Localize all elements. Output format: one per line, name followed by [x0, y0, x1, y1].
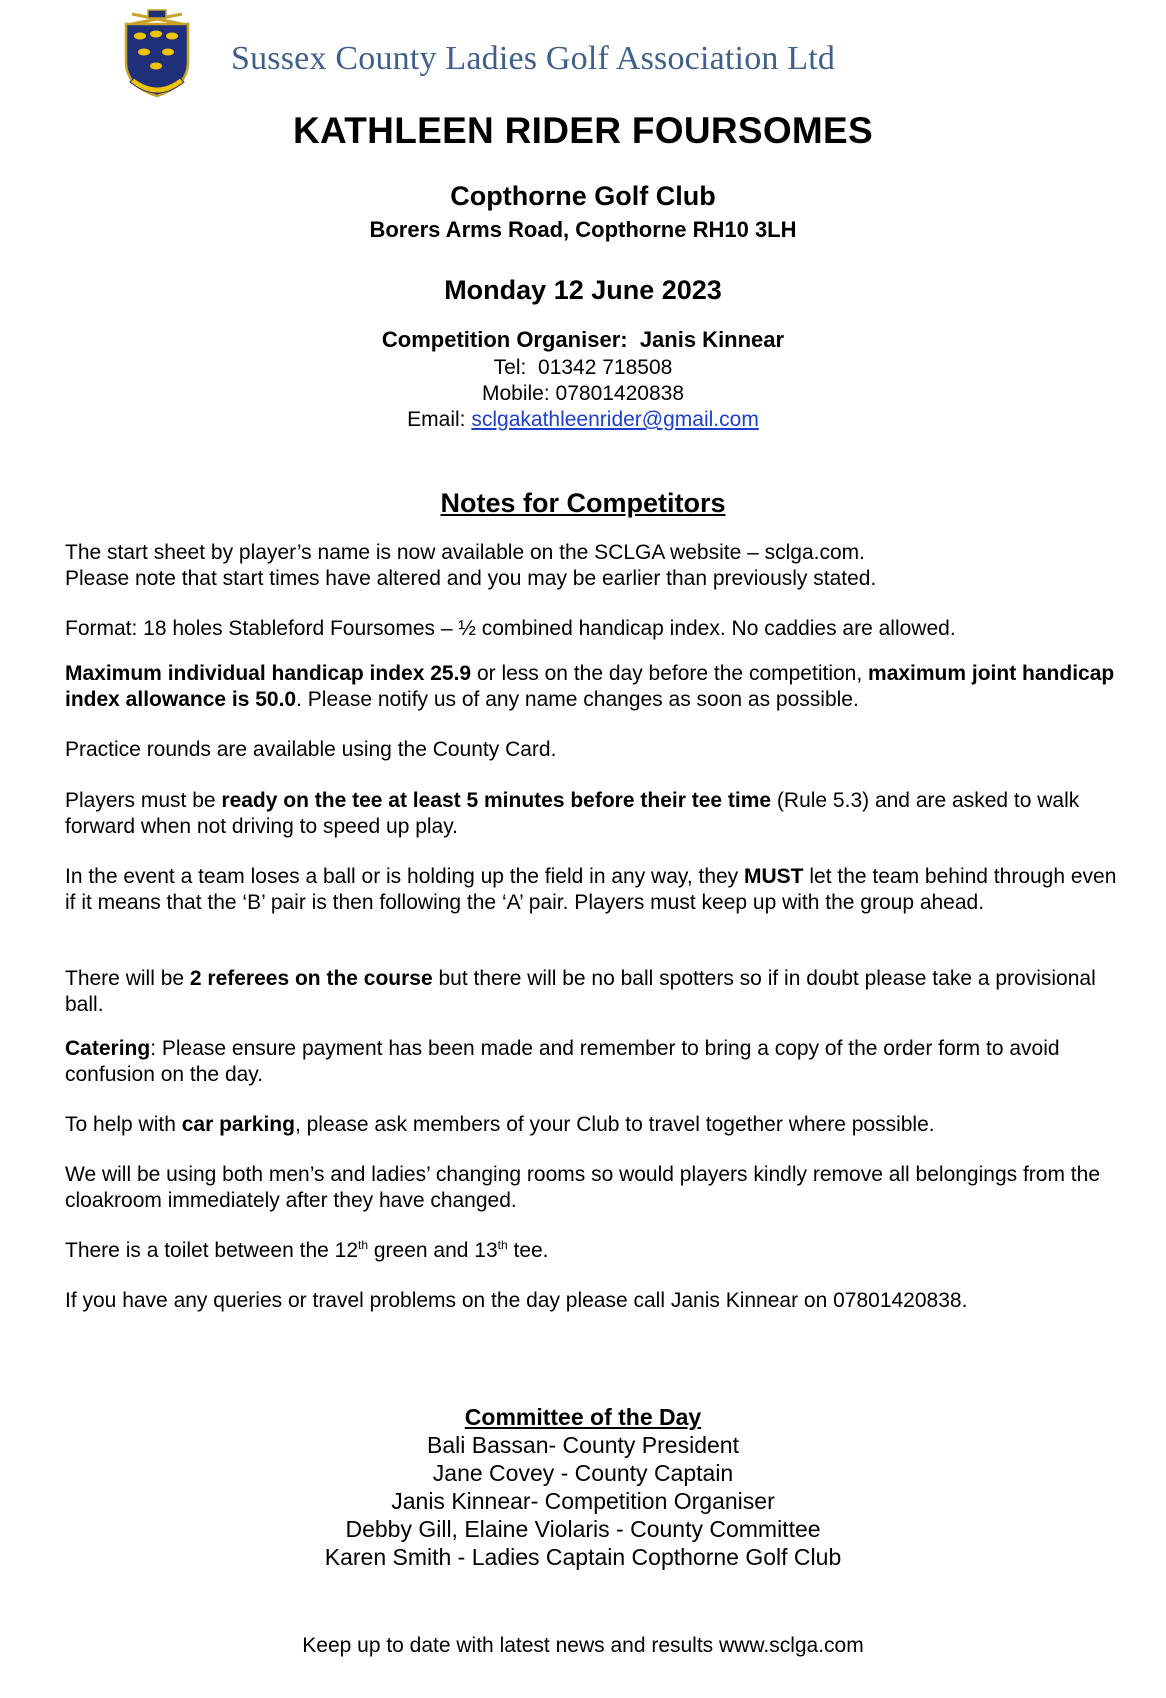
association-name: Sussex County Ladies Golf Association Ltd	[231, 40, 836, 77]
tel-number: 01342 718508	[538, 356, 673, 379]
note-start-sheet	[65, 540, 1125, 592]
organiser-email	[0, 408, 1166, 432]
note-lost-text1: In the event a team loses a ball or is holding up the field in any way, they	[65, 865, 745, 888]
notes-heading: Notes for Competitors	[440, 488, 726, 518]
footer-text: Keep up to date with latest news and results www.sclga.com	[302, 1634, 864, 1657]
note-queries: If you have any queries or travel problems on the day please call Janis Kinnear on 07801420838.	[65, 1289, 968, 1312]
note-tee-time	[65, 788, 1125, 840]
note-toilet-sup2: th	[497, 1238, 508, 1252]
email-link[interactable]: sclgakathleenrider@gmail.com	[471, 408, 759, 431]
note-ref-text2: but there will be no ball spotters so if in doubt please take a provisional ball.	[65, 967, 1096, 1016]
note-catering-text: : Please ensure payment has been made and remember to bring a copy of the order form to avoid confusion on the day.	[65, 1037, 1060, 1086]
note-handicap-bold1: Maximum individual handicap index 25.9	[65, 662, 472, 685]
note-parking-text1: To help with	[65, 1113, 182, 1136]
note-handicap	[65, 661, 1125, 713]
sclga-crest-logo	[118, 8, 196, 104]
note-tee-text1: Players must be	[65, 789, 222, 812]
organiser-name: Janis Kinnear	[639, 327, 785, 352]
organiser-mobile	[0, 382, 1166, 406]
committee-member: Janis Kinnear- Competition Organiser	[391, 1488, 775, 1514]
venue-address: Borers Arms Road, Copthorne RH10 3LH	[369, 217, 797, 242]
note-ref-text1: There will be	[65, 967, 190, 990]
organiser-label: Competition Organiser:	[381, 327, 628, 352]
note-changing-rooms: We will be using both men’s and ladies’ changing rooms so would players kindly remove all belongings from the cloakroom immediately after they have changed.	[65, 1163, 1100, 1212]
note-car-parking	[65, 1112, 1125, 1138]
committee-member: Jane Covey - County Captain	[432, 1460, 734, 1486]
note-tee-bold: ready on the tee at least 5 minutes before their tee time	[221, 789, 772, 812]
note-format: Format: 18 holes Stableford Foursomes – ½ combined handicap index. No caddies are allowed.	[65, 617, 956, 640]
mobile-label: Mobile:	[481, 382, 550, 405]
note-lost-bold: MUST	[744, 865, 804, 888]
tel-label: Tel:	[493, 356, 527, 379]
note-lost-ball	[65, 864, 1125, 916]
committee-member: Karen Smith - Ladies Captain Copthorne Golf Club	[324, 1544, 842, 1570]
mobile-number: 07801420838	[555, 382, 685, 405]
committee-member: Debby Gill, Elaine Violaris - County Committee	[345, 1516, 821, 1542]
note-ref-bold: 2 referees on the course	[189, 967, 433, 990]
committee-heading: Committee of the Day	[464, 1404, 702, 1430]
note-catering-bold: Catering	[65, 1037, 151, 1060]
email-label: Email:	[407, 408, 466, 431]
venue-name: Copthorne Golf Club	[450, 181, 716, 211]
event-date: Monday 12 June 2023	[444, 275, 722, 305]
note-parking-bold: car parking	[181, 1113, 295, 1136]
note-handicap-text1: or less on the day before the competition,	[471, 662, 869, 685]
committee-member: Bali Bassan- County President	[427, 1432, 739, 1458]
note-toilet	[65, 1238, 1125, 1264]
committee-section	[0, 1403, 1166, 1571]
note-tee-text2: (Rule 5.3) and are asked to walk forward when not driving to speed up play.	[65, 789, 1080, 838]
note-toilet-sup1: th	[358, 1238, 369, 1252]
note-catering	[65, 1036, 1125, 1088]
note-toilet-text2: green and 13	[368, 1239, 498, 1262]
note-toilet-text1: There is a toilet between the 12	[65, 1239, 359, 1262]
event-title: KATHLEEN RIDER FOURSOMES	[292, 110, 874, 151]
organiser-tel	[0, 356, 1166, 380]
organiser-line	[0, 327, 1166, 353]
note-toilet-text3: tee.	[507, 1239, 549, 1262]
note-referees	[65, 966, 1125, 1018]
note-handicap-text2: . Please notify us of any name changes as soon as possible.	[296, 688, 859, 711]
note-start-sheet-line1: The start sheet by player’s name is now available on the SCLGA website – sclga.com.	[65, 541, 865, 564]
note-lost-text2: let the team behind through even if it means that the ‘B’ pair is then following the ‘A’ pair. Players must keep up with the group ahead.	[65, 865, 1117, 914]
note-parking-text2: , please ask members of your Club to travel together where possible.	[294, 1113, 935, 1136]
note-practice: Practice rounds are available using the County Card.	[65, 738, 557, 761]
note-start-sheet-line2: Please note that start times have altered and you may be earlier than previously stated.	[65, 567, 877, 590]
note-handicap-bold2: maximum joint handicap index allowance is 50.0	[65, 662, 1115, 711]
